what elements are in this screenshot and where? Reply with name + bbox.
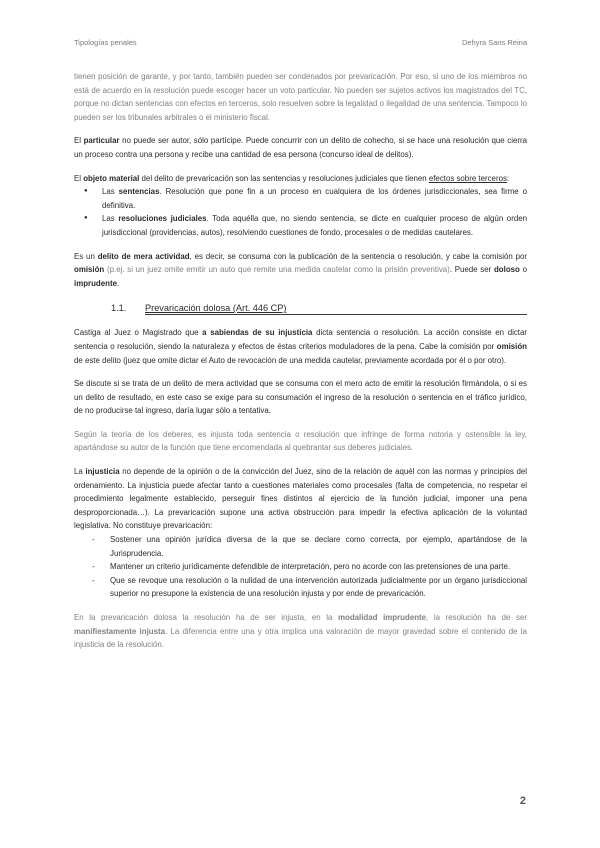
list-item: - Mantener un criterio jurídicamente defendible de interpretación, pero no acorde con las pretensiones de una parte. xyxy=(110,560,527,574)
list-item: - Que se revoque una resolución o la nulidad de una intervención autorizada judicialmente por un órgano jurisdiccional superior no presupone la existencia de una resolución injusta y por ende de prevaricación. xyxy=(110,574,527,601)
objeto-list xyxy=(74,185,527,239)
paragraph-particular: El particular no puede ser autor, sólo partícipe. Puede concurrir con un delito de cohecho, si se hace una resolución que cierra un proceso contra una persona y recibe una cantidad de esa persona (concurso ideal de delitos). xyxy=(74,136,527,159)
paragraph-castiga: Castiga al Juez o Magistrado que a sabiendas de su injusticia dicta sentencia o resolución. La acción consiste en dictar sentencia o resolución, siendo la naturaleza y efectos de éstas criterios moduladores de la pena. Cabe la comisión por omisión de este delito (juez que omite dictar el Auto de revocación de una medida cautelar, previamente acordada por él o por otro). xyxy=(74,328,528,365)
paragraph-injusticia: La injusticia no depende de la opinión o de la convicción del Juez, sino de la relación de aquél con las normas y principios del ordenamiento. La injusticia puede afectar tanto a cuestiones materiales como procesales (falta de competencia, no respetar el procedimiento legalmente establecido, perseguir fines distintos al ejercicio de la función judicial, imponer una pena desproporcionada…). La prevaricación supone una activa obstrucción para impedir la efectiva aplicación de la voluntad legislativa. No constituye prevaricación: xyxy=(74,467,527,531)
page-content xyxy=(74,70,527,652)
section-title: Prevaricación dolosa (Art. 446 CP) xyxy=(145,303,287,314)
section-heading xyxy=(74,302,527,320)
header-left: Tipologías penales xyxy=(74,38,137,47)
paragraph-mera-actividad: Es un delito de mera actividad, es decir, se consuma con la publicación de la sentencia o resolución, y cabe la comisión por omisión (p.ej. si un juez omite emitir un auto que remite una medida cautelar como la prisión preventiva). Puede ser doloso o imprudente. xyxy=(74,251,527,288)
no-prevaricacion-list xyxy=(74,533,527,601)
paragraph-garante: tienen posición de garante, y por tanto, también pueden ser condenados por prevaricación. Por eso, si uno de los miembros no está de acuerdo en la resolución puede escoger hacer un voto particular. No pueden ser sujetos activos los magistrados del TC, porque no dictan sentencias con efectos en terceros, solo resuelven sobre la legalidad o ilegalidad de una sentencia. Tampoco lo pueden ser los tribunales arbitrales o el ministerio fiscal. xyxy=(74,72,527,122)
list-item: ● Las sentencias. Resolución que pone fin a un proceso en cualquiera de los órdenes jurisdiccionales, sea firme o definitiva. xyxy=(102,185,527,212)
header-right: Dehyra Sans Reina xyxy=(461,38,527,47)
list-item: - Sostener una opinión jurídica diversa de la que se declare como correcta, por ejemplo, apartándose de la Jurisprudencia. xyxy=(110,533,527,560)
paragraph-imprudente: En la prevaricación dolosa la resolución ha de ser injusta, en la modalidad imprudente, la resolución ha de ser manifiestamente injusta. La diferencia entre una y otra implica una valoración de mayor gravedad sobre el contenido de la injusticia de la resolución. xyxy=(74,613,527,650)
section-number: 1.1. xyxy=(111,303,127,314)
paragraph-discute: Se discute si se trata de un delito de mera actividad que se consuma con el mero acto de emitir la resolución firmándola, o si es un delito de resultado, en este caso se exige para su consumación el ingreso de la resolución o sentencia en el tráfico jurídico, de no producirse tal ingreso, daría lugar sólo a tentativa. xyxy=(74,379,527,416)
paragraph-teoria-deberes: Según la teoría de los deberes, es injusta toda sentencia o resolución que infringe de forma notoria y ostensible la ley, apartándose su autor de la función que tiene encomendada al quebrantar sus deberes judiciales. xyxy=(74,429,527,453)
list-item: ● Las resoluciones judiciales. Toda aquélla que, no siendo sentencia, se dicte en cualquier proceso de algún orden jurisdiccional (providencias, autos), resolviendo cuestiones de fondo, procesales o de medidas cautelares. xyxy=(102,212,527,239)
page-number: 2 xyxy=(519,795,526,807)
paragraph-objeto-material: El objeto material del delito de prevaricación son las sentencias y resoluciones judiciales que tienen efectos sobre terceros: xyxy=(74,173,510,183)
